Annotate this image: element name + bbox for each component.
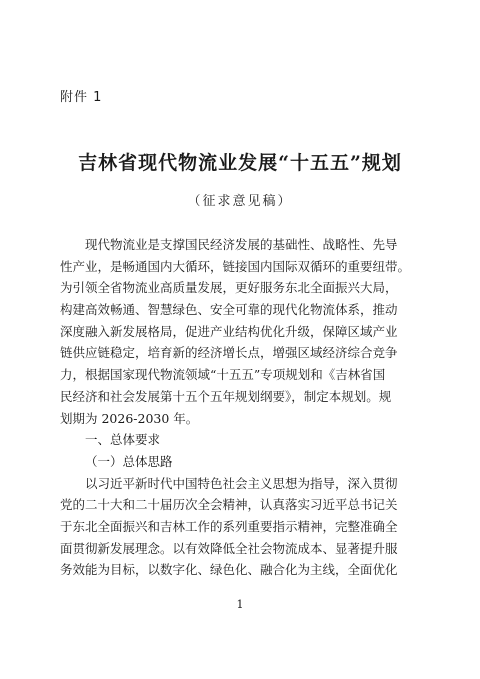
- paragraph-line: 面贯彻新发展理念。以有效降低全社会物流成本、显著提升服: [60, 540, 398, 556]
- paragraph-line: 深度融入新发展格局，促进产业结构优化升级，保障区域产业: [60, 323, 398, 339]
- section-heading: 一、总体要求: [85, 432, 161, 448]
- paragraph-line: 现代物流业是支撑国民经济发展的基础性、战略性、先导: [85, 237, 398, 252]
- subsection-heading: （一）总体思路: [85, 453, 173, 469]
- paragraph-line: 于东北全面振兴和吉林工作的系列重要指示精神，完整准确全: [60, 518, 398, 534]
- paragraph-line: 构建高效畅通、智慧绿色、安全可靠的现代化物流体系，推动: [60, 302, 398, 318]
- paragraph-line: 力，根据国家现代物流领域“十五五”专项规划和《吉林省国: [60, 367, 386, 383]
- document-body: [60, 234, 422, 581]
- paragraph-line: 链供应链稳定，培育新的经济增长点，增强区域经济综合竞争: [60, 345, 398, 361]
- attachment-label: 附件 1: [60, 90, 103, 105]
- document-subtitle: （征求意见稿）: [187, 194, 293, 209]
- paragraph-line: 性产业，是畅通国内大循环，链接国内国际双循环的重要纽带。: [60, 258, 411, 274]
- document-title: 吉林省现代物流业发展“十五五”规划: [78, 152, 402, 174]
- paragraph-line: 划期为 2026-2030 年。: [60, 410, 199, 426]
- paragraph-line: 为引领全省物流业高质量发展，更好服务东北全面振兴大局，: [60, 280, 398, 296]
- paragraph-line: 民经济和社会发展第十五个五年规划纲要》，制定本规划。规: [60, 388, 392, 404]
- paragraph-line: 以习近平新时代中国特色社会主义思想为指导，深入贯彻: [85, 475, 398, 491]
- paragraph-line: 党的二十大和二十届历次全会精神，认真落实习近平总书记关: [60, 497, 398, 513]
- page-number: 1: [236, 598, 244, 611]
- paragraph-line: 务效能为目标，以数字化、绿色化、融合化为主线，全面优化: [60, 562, 398, 578]
